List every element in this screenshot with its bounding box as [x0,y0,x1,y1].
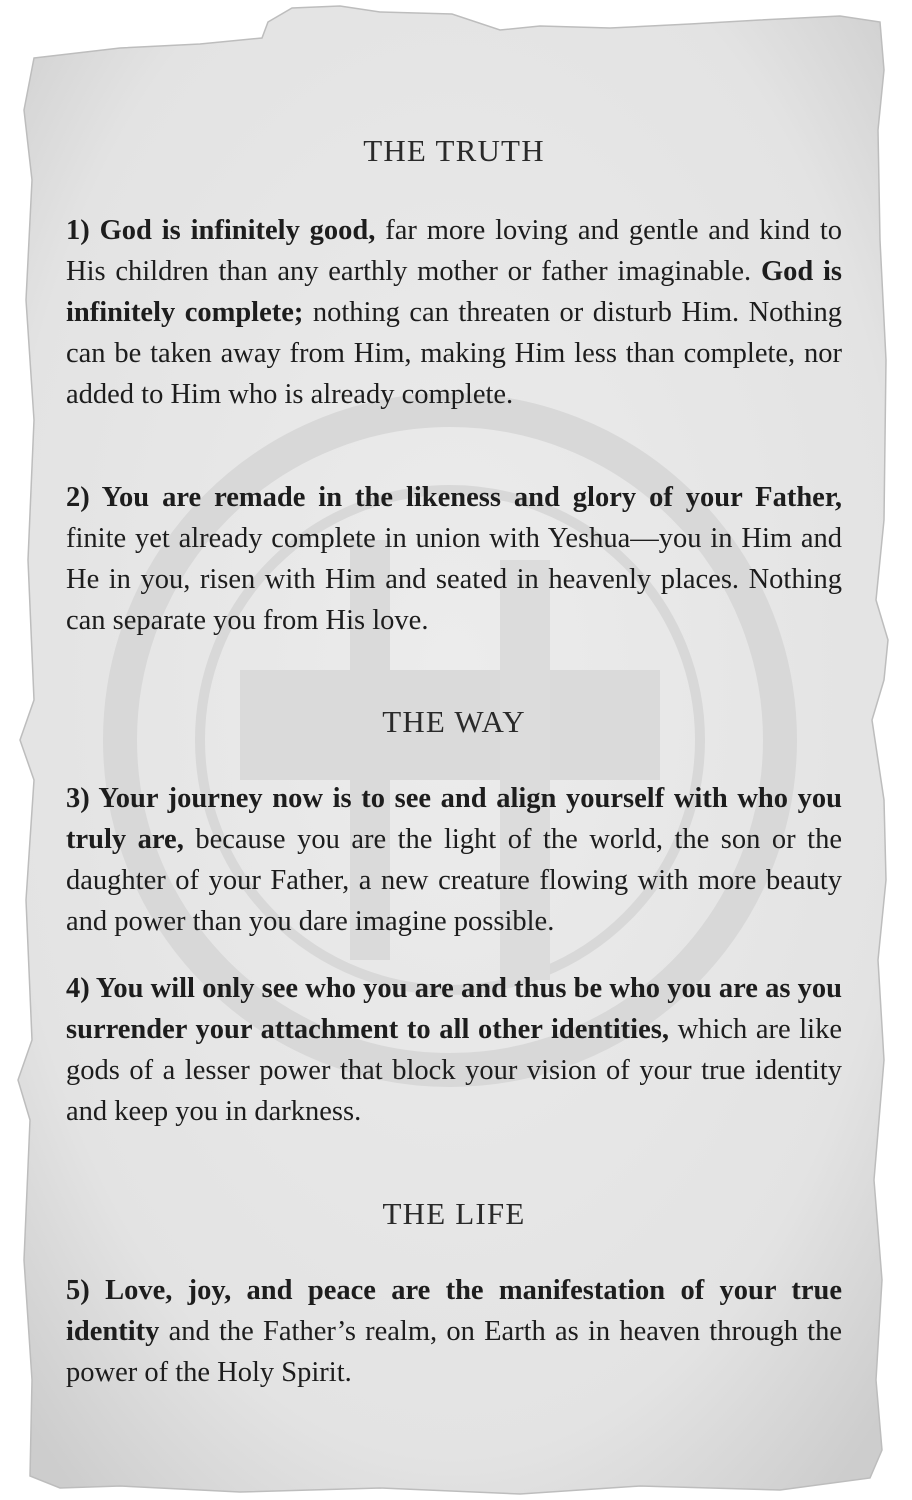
truth-item-2-bold: 2) You are remade in the likeness and glory of your Father, [66,482,842,513]
way-item-3-bold: 3) Your journey now is to see and align yourself with who you truly are, [66,783,842,855]
truth-item-1 [66,210,842,415]
way-item-4-bold: 4) You will only see who you are and thus be who you are as you surrender your attachment to all other identities, [66,973,842,1045]
heading-the-way: THE WAY [382,704,526,739]
way-item-4 [66,968,842,1132]
truth-item-2-text: finite yet already complete in union with Yeshua—you in Him and He in you, risen with Him and seated in heavenly places. Nothing can separate you from His love. [66,523,842,636]
life-item-5-text: and the Father’s realm, on Earth as in heaven through the power of the Holy Spirit. [66,1316,842,1388]
heading-the-life: THE LIFE [382,1196,526,1231]
way-item-3-text: because you are the light of the world, the son or the daughter of your Father, a new creature flowing with more beauty and power than you dare imagine possible. [66,824,842,937]
truth-item-1-text-b: nothing can threaten or disturb Him. Nothing can be taken away from Him, making Him less than complete, nor added to Him who is already complete. [66,297,842,410]
life-item-5-bold: 5) Love, joy, and peace are the manifestation of your true identity [66,1275,842,1347]
truth-item-1-text-a: far more loving and gentle and kind to His children than any earthly mother or father imaginable. [66,215,842,287]
truth-item-1-bold-a: 1) God is infinitely good, [66,215,376,246]
way-item-4-text: which are like gods of a lesser power that block your vision of your true identity and keep you in darkness. [66,1014,842,1127]
way-item-3 [66,778,842,942]
document-body [66,0,842,1500]
truth-item-1-bold-b: God is infinitely complete; [66,256,842,328]
heading-the-truth: THE TRUTH [363,133,545,168]
truth-item-2 [66,477,842,641]
life-item-5 [66,1270,842,1393]
